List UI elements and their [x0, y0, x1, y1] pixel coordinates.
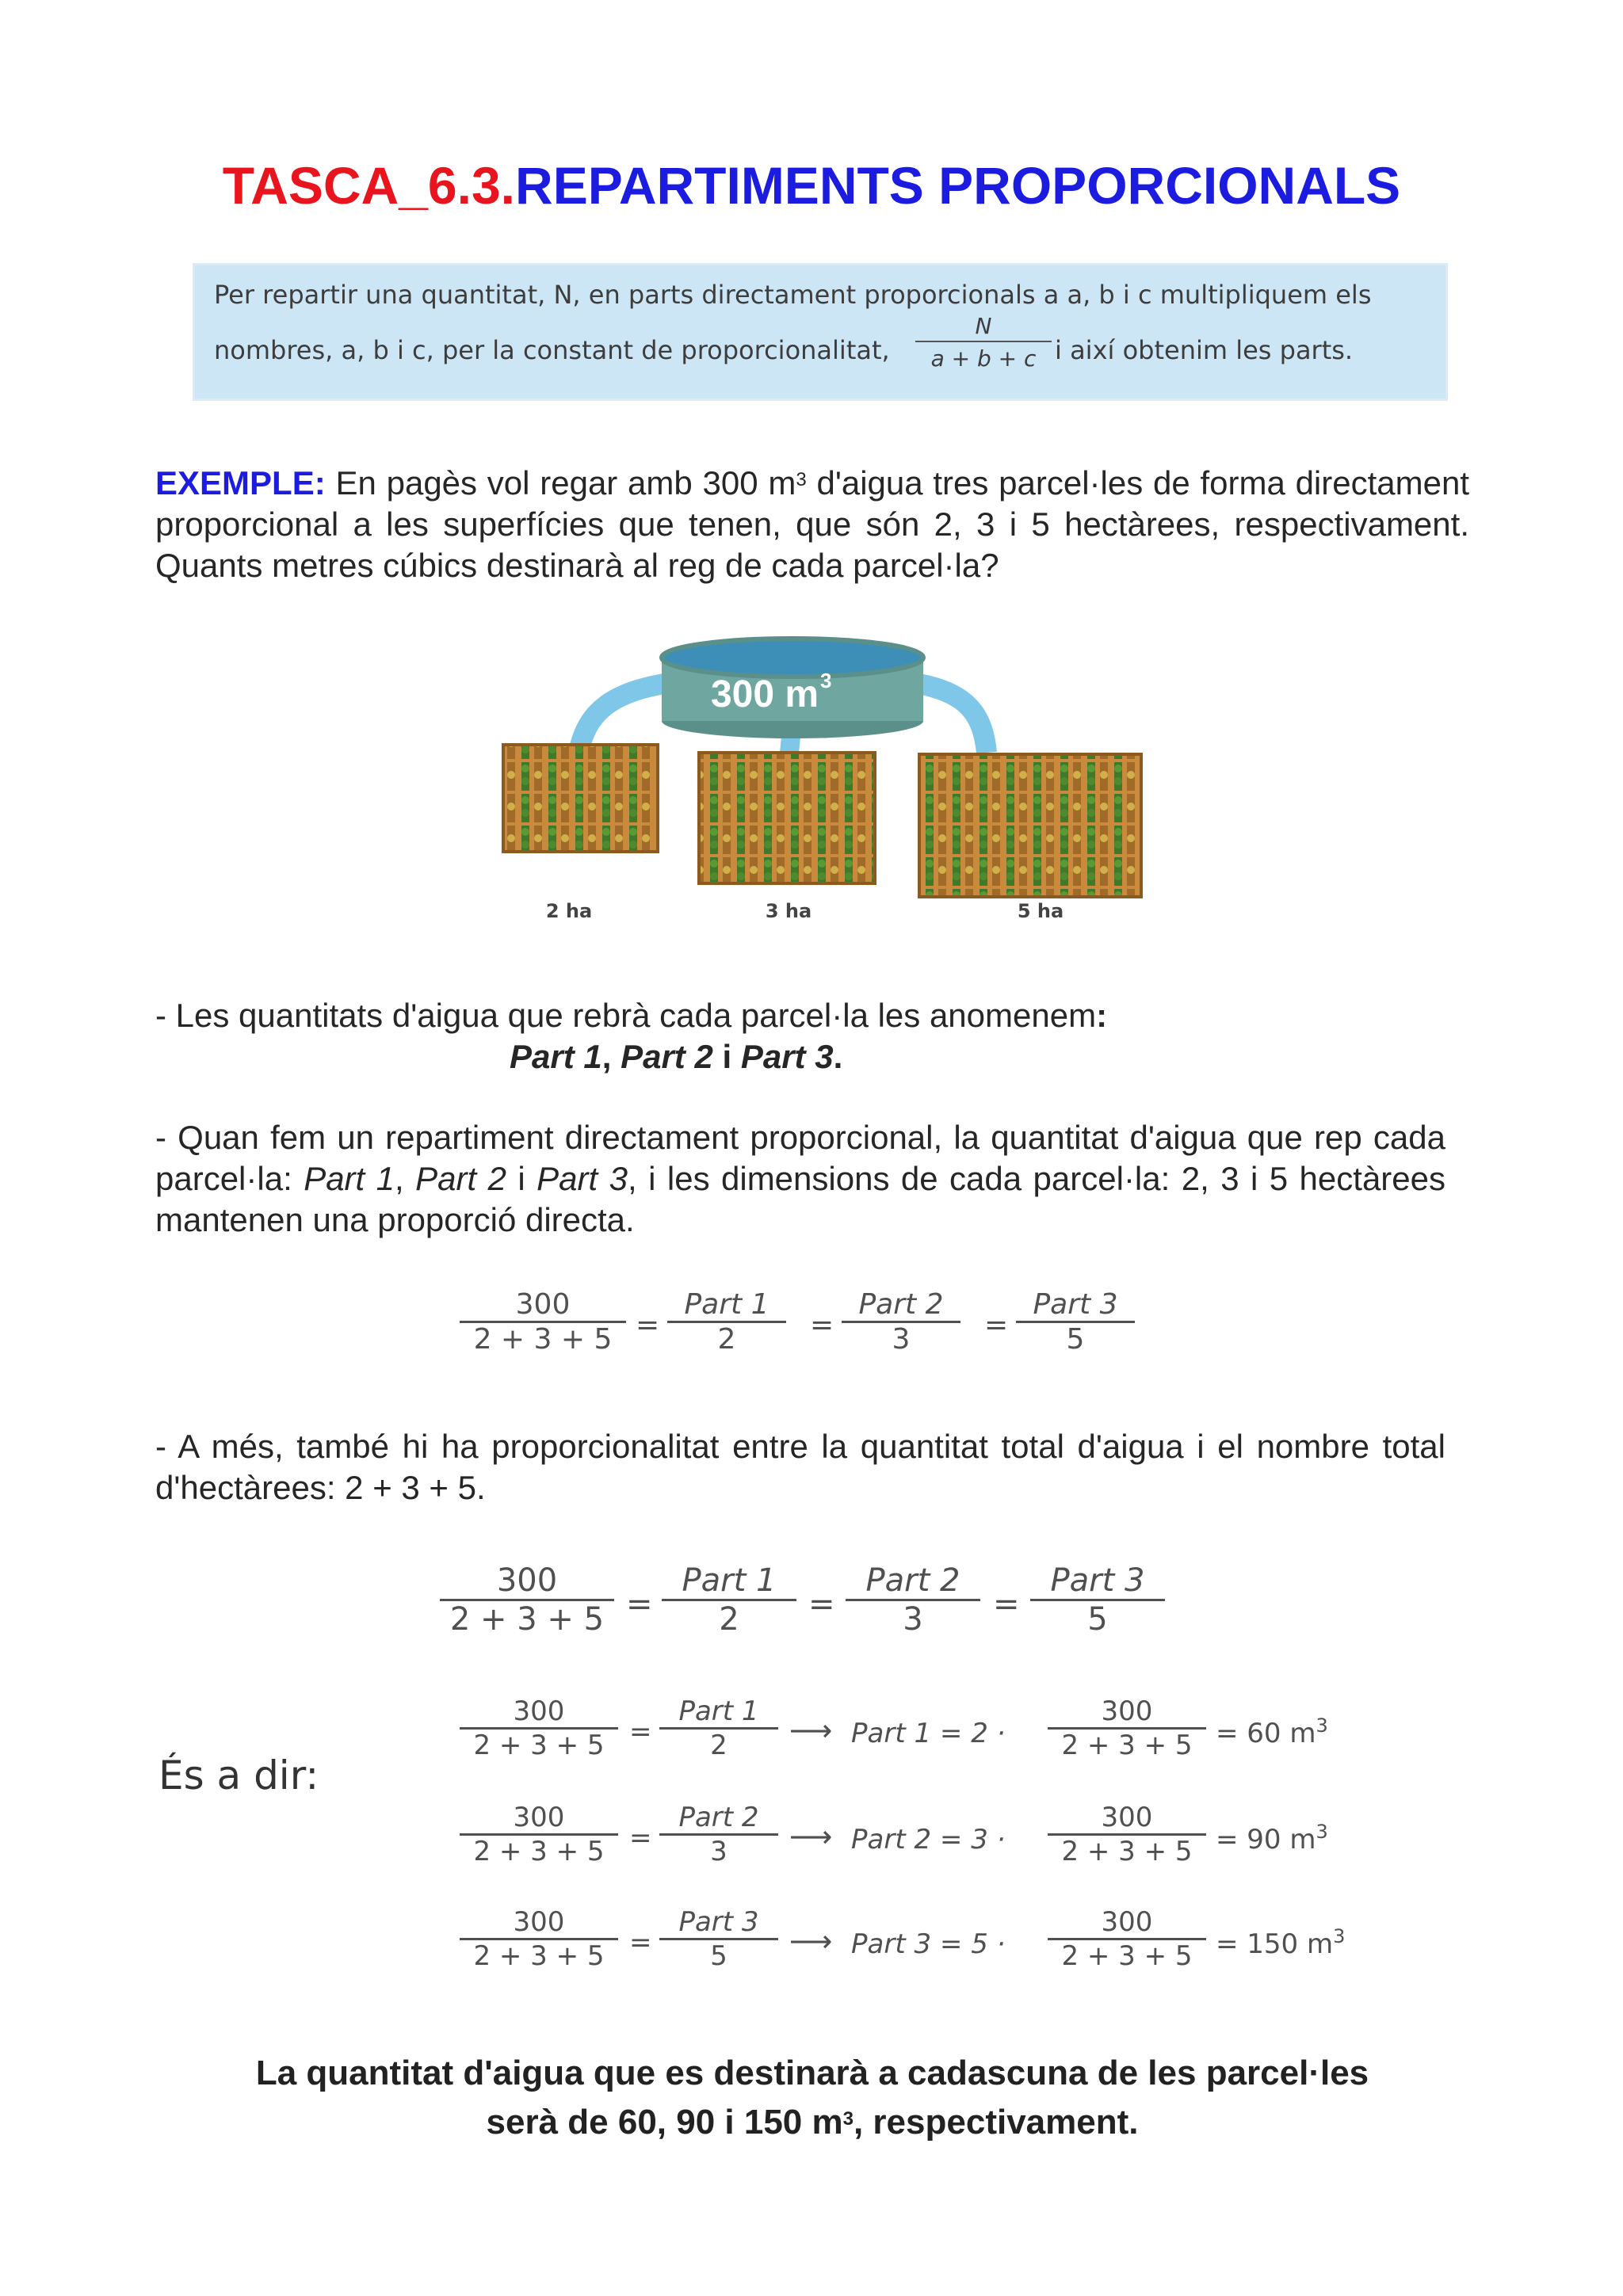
sol3-lhs: Part 3 = 5 · — [851, 1928, 1006, 1960]
definition-line-1: Per repartir una quantitat, N, en parts directament proporcionals a a, b i c multipliquem els — [214, 280, 1372, 310]
sol1-num: 300 — [513, 1695, 565, 1727]
eq1-num-1: Part 1 — [684, 1288, 769, 1321]
conclusion-line-2 — [119, 2098, 1506, 2147]
sol3-den: 2 + 3 + 5 — [473, 1940, 605, 1972]
sol2-result-sup: 3 — [1316, 1821, 1328, 1843]
note-2 — [155, 1117, 1445, 1241]
definition-box — [193, 263, 1448, 401]
example-paragraph — [155, 463, 1469, 586]
eq2-den-2: 3 — [903, 1601, 923, 1638]
eq1-den-3: 5 — [1066, 1323, 1085, 1356]
sol3-part-fraction — [659, 1906, 778, 1972]
sol3-equals: = — [629, 1927, 652, 1958]
sol1-part: Part 1 — [678, 1695, 759, 1727]
part-end: . — [833, 1038, 843, 1075]
eq2-den-0: 2 + 3 + 5 — [449, 1601, 605, 1638]
eq1-fraction-part-3 — [1016, 1288, 1135, 1356]
sol3-total-fraction — [460, 1906, 618, 1972]
eq2-num-0: 300 — [496, 1562, 558, 1599]
part-2-name: Part 2 — [621, 1038, 713, 1075]
eq2-fraction-total — [440, 1562, 614, 1638]
note-2-part-3: Part 3 — [537, 1160, 628, 1197]
sol2-part: Part 2 — [678, 1802, 759, 1833]
sol2-lhs: Part 2 = 3 · — [851, 1824, 1006, 1855]
title-task-code: TASCA_6.3. — [222, 156, 516, 215]
sol1-den: 2 + 3 + 5 — [473, 1730, 605, 1761]
part-sep-1: , — [601, 1038, 621, 1075]
note-2-sep-2: i — [506, 1160, 537, 1197]
sol1-part-fraction — [659, 1695, 778, 1761]
part-3-name: Part 3 — [740, 1038, 834, 1075]
sol3-den-2: 2 + 3 + 5 — [1061, 1940, 1193, 1972]
conclusion-line-1: La quantitat d'aigua que es destinarà a cadascuna de les parcel·les — [255, 2054, 1369, 2092]
note-1-colon: : — [1096, 997, 1108, 1034]
tank-label-sup: 3 — [820, 669, 832, 692]
sol3-result-text: = 150 m — [1216, 1928, 1334, 1960]
water-tank — [662, 639, 923, 738]
constant-fraction — [915, 313, 1052, 372]
sol1-result-sup: 3 — [1316, 1714, 1328, 1737]
sol1-k: 2 — [710, 1730, 727, 1761]
eq1-fraction-part-1 — [667, 1288, 786, 1356]
eq1-fraction-part-2 — [842, 1288, 960, 1356]
note-2-text-a: - Quan fem un repartiment directament proporcional, la quantitat d'aigua que rep cada parcel·la: — [155, 1119, 1445, 1197]
definition-line-2-right: i així obtenim les parts. — [1055, 335, 1354, 365]
sol2-den: 2 + 3 + 5 — [473, 1836, 605, 1867]
sol3-num-2: 300 — [1101, 1906, 1153, 1938]
solution-row-3 — [460, 1906, 1363, 2001]
plot-3ha — [699, 753, 875, 883]
part-1-name: Part 1 — [510, 1038, 602, 1075]
page-title — [0, 155, 1623, 215]
arrow-icon: ⟶ — [789, 1819, 833, 1854]
fraction-bar — [915, 341, 1052, 342]
sol2-result — [1216, 1821, 1328, 1855]
sol3-num: 300 — [513, 1906, 565, 1938]
note-2-part-1: Part 1 — [304, 1160, 395, 1197]
eq2-fraction-part-3 — [1030, 1562, 1165, 1638]
plot-label-3ha: 3 ha — [765, 900, 812, 922]
solution-row-1 — [460, 1695, 1363, 1791]
conclusion-line-2-a: serà de 60, 90 i 150 m — [486, 2103, 843, 2142]
plot-label-5ha: 5 ha — [1017, 900, 1064, 922]
conclusion-sup: 3 — [842, 2108, 854, 2130]
note-3 — [155, 1426, 1445, 1508]
example-text-b: d'aigua tres parcel·les de forma directament proporcional a les superfícies que tenen, que són 2, 3 i 5 hectàrees, respectivament. Quants metres cúbics destinarà al reg de cada parcel·la? — [155, 464, 1469, 584]
sol1-total-fraction — [460, 1695, 618, 1761]
eq1-equals-2: = — [810, 1309, 834, 1341]
eq1-den-1: 2 — [717, 1323, 736, 1356]
es-a-dir-label: És a dir: — [158, 1753, 319, 1798]
eq2-num-2: Part 2 — [865, 1562, 960, 1599]
part-sep-2: i — [712, 1038, 741, 1075]
eq2-equals-3: = — [993, 1586, 1020, 1623]
sol2-den-2: 2 + 3 + 5 — [1061, 1836, 1193, 1867]
sol1-num-2: 300 — [1101, 1695, 1153, 1727]
example-label: EXEMPLE: — [155, 464, 326, 502]
definition-line-2-left: nombres, a, b i c, per la constant de proporcionalitat, — [214, 335, 890, 365]
eq2-fraction-part-1 — [662, 1562, 796, 1638]
conclusion-line-2-b: , respectivament. — [853, 2103, 1139, 2142]
eq2-den-1: 2 — [719, 1601, 739, 1638]
arrow-icon: ⟶ — [789, 1924, 833, 1958]
sol1-equals: = — [629, 1716, 652, 1748]
sol2-total-fraction-2 — [1048, 1802, 1206, 1867]
sol3-total-fraction-2 — [1048, 1906, 1206, 1972]
note-3-text: - A més, també hi ha proporcionalitat entre la quantitat total d'aigua i el nombre total d'hectàrees: 2 + 3 + 5. — [155, 1428, 1445, 1506]
sol2-result-text: = 90 m — [1216, 1824, 1316, 1855]
sol1-total-fraction-2 — [1048, 1695, 1206, 1761]
example-text-a: En pagès vol regar amb 300 m — [325, 464, 796, 502]
eq1-equals-3: = — [984, 1309, 1009, 1341]
sol2-num-2: 300 — [1101, 1802, 1153, 1833]
constant-denominator: a + b + c — [930, 345, 1037, 372]
eq1-den-2: 3 — [892, 1323, 911, 1356]
sol3-result-sup: 3 — [1333, 1925, 1346, 1947]
part-names — [510, 1036, 842, 1077]
plot-label-2ha: 2 ha — [545, 900, 593, 922]
proportion-equation-1 — [460, 1288, 1157, 1383]
eq1-equals-1: = — [636, 1309, 660, 1341]
sol1-den-2: 2 + 3 + 5 — [1061, 1730, 1193, 1761]
proportion-equation-2 — [440, 1562, 1177, 1665]
eq2-num-3: Part 3 — [1050, 1562, 1145, 1599]
title-topic: REPARTIMENTS PROPORCIONALS — [515, 156, 1401, 215]
eq1-num-3: Part 3 — [1033, 1288, 1118, 1321]
eq1-num-2: Part 2 — [858, 1288, 944, 1321]
arrow-icon: ⟶ — [789, 1713, 833, 1748]
eq2-equals-1: = — [626, 1586, 653, 1623]
sol1-lhs: Part 1 = 2 · — [851, 1718, 1006, 1749]
eq2-fraction-part-2 — [846, 1562, 980, 1638]
sol2-k: 3 — [710, 1836, 727, 1867]
plot-2ha — [503, 745, 658, 852]
sol1-result — [1216, 1714, 1328, 1749]
irrigation-illustration — [491, 634, 1157, 927]
plot-5ha — [919, 754, 1141, 897]
note-1-text: - Les quantitats d'aigua que rebrà cada parcel·la les anomenem — [155, 997, 1097, 1034]
sol3-part: Part 3 — [678, 1906, 759, 1938]
eq2-equals-2: = — [808, 1586, 835, 1623]
example-sup: 3 — [796, 469, 807, 490]
eq1-fraction-total — [460, 1288, 626, 1356]
note-2-text-b: , i les dimensions de cada parcel·la: 2, 3 i 5 hectàrees mantenen una proporció directa. — [155, 1160, 1446, 1238]
solution-row-2 — [460, 1802, 1363, 1897]
note-1 — [155, 995, 1469, 1036]
sol2-equals: = — [629, 1822, 652, 1854]
sol2-num: 300 — [513, 1802, 565, 1833]
eq1-den-0: 2 + 3 + 5 — [473, 1323, 613, 1356]
eq2-den-3: 5 — [1087, 1601, 1108, 1638]
constant-numerator: N — [975, 313, 992, 339]
sol1-result-text: = 60 m — [1216, 1718, 1316, 1749]
sol3-result — [1216, 1925, 1346, 1960]
sol3-k: 5 — [710, 1940, 727, 1972]
conclusion — [119, 2049, 1506, 2147]
sol2-part-fraction — [659, 1802, 778, 1867]
note-2-part-2: Part 2 — [415, 1160, 506, 1197]
eq2-num-1: Part 1 — [682, 1562, 777, 1599]
eq1-num-0: 300 — [515, 1288, 571, 1321]
sol2-total-fraction — [460, 1802, 618, 1867]
note-2-sep-1: , — [395, 1160, 416, 1197]
tank-label: 300 m — [710, 673, 819, 715]
